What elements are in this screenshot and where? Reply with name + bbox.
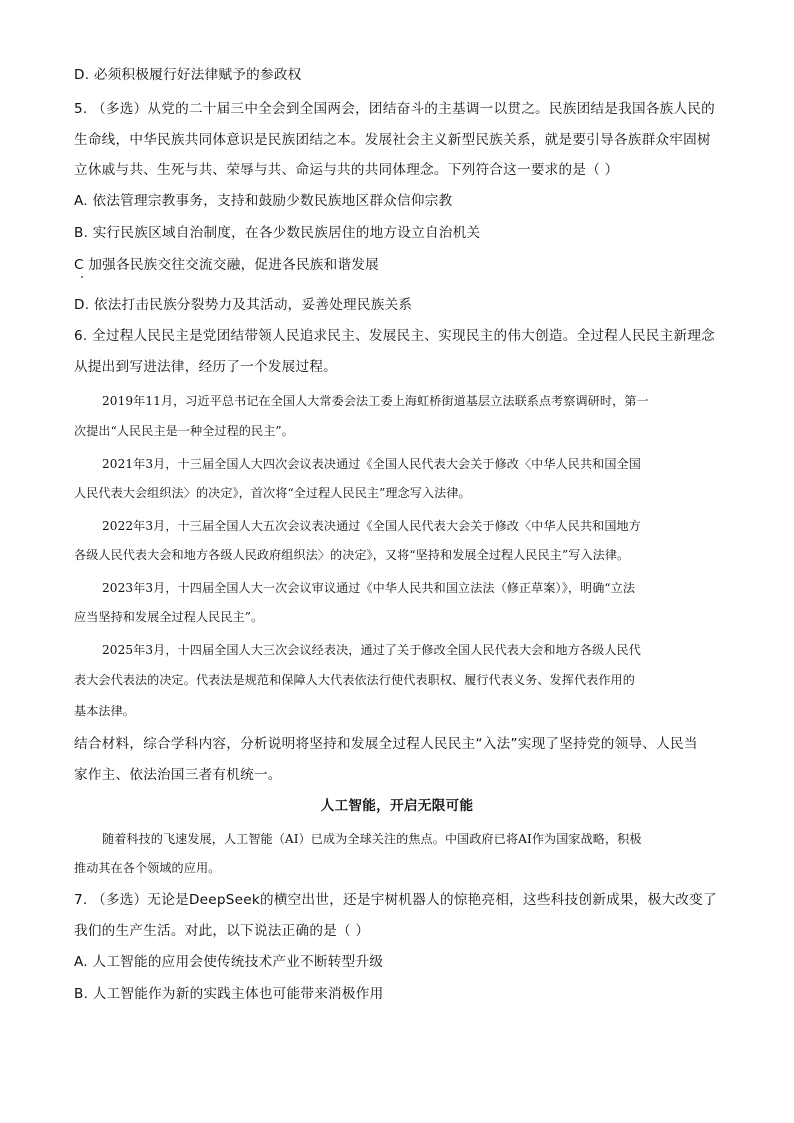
q6-task-line-2: 家作主、依法治国三者有机统一。 <box>74 767 282 783</box>
section-intro-line-1: 随着科技的飞速发展，人工智能（AI）已成为全球关注的焦点。中国政府已将AI作为国家战略，积极 <box>102 832 642 846</box>
q6-material-4-line-2: 应当坚持和发展全过程人民民主”。 <box>74 610 264 624</box>
stray-dot <box>81 276 83 278</box>
q6-material-3-line-2: 各级人民代表大会和地方各级人民政府组织法〉的决定》，又将“坚持和发展全过程人民民主”写入法律。 <box>74 548 630 562</box>
q5-stem-line-1: 5. （多选）从党的二十届三中全会到全国两会，团结奋斗的主基调一以贯之。民族团结是我国各族人民的 <box>74 101 716 117</box>
q5-option-b: B. 实行民族区域自治制度，在各少数民族居住的地方设立自治机关 <box>74 225 481 241</box>
q6-material-5-line-1: 2025年3月，十四届全国人大三次会议经表决，通过了关于修改全国人民代表大会和地方各级人民代 <box>102 643 641 657</box>
q5-option-d: D. 依法打击民族分裂势力及其活动，妥善处理民族关系 <box>74 297 413 313</box>
q6-task-line-1: 结合材料，综合学科内容，分析说明将坚持和发展全过程人民民主“入法”实现了坚持党的领导、人民当 <box>74 736 698 752</box>
q6-material-5-line-2: 表大会代表法的决定。代表法是规范和保障人大代表依法行使代表职权、履行代表义务、发挥代表作用的 <box>74 673 635 687</box>
q5-stem-line-2: 生命线，中华民族共同体意识是民族团结之本。发展社会主义新型民族关系，就是要引导各族群众牢固树 <box>74 132 711 148</box>
q7-stem-line-2: 我们的生产生活。对此，以下说法正确的是（ ） <box>74 923 370 939</box>
q6-material-1-line-1: 2019年11月，习近平总书记在全国人大常委会法工委上海虹桥街道基层立法联系点考察调研时，第一 <box>102 394 649 408</box>
q7-option-b: B. 人工智能作为新的实践主体也可能带来消极作用 <box>74 986 384 1002</box>
q6-stem-line-2: 从提出到写进法律，经历了一个发展过程。 <box>74 359 338 375</box>
q6-material-4-line-1: 2023年3月，十四届全国人大一次会议审议通过《中华人民共和国立法法（修正草案）》，明确“立法 <box>102 581 636 595</box>
q6-stem-line-1: 6. 全过程人民民主是党团结带领人民追求民主、发展民主、实现民主的伟大创造。全过程人民民主新理念 <box>74 328 716 344</box>
q7-option-a: A. 人工智能的应用会使传统技术产业不断转型升级 <box>74 954 384 970</box>
q6-material-1-line-2: 次提出“人民民主是一种全过程的民主”。 <box>74 424 294 438</box>
section-intro-line-2: 推动其在各个领域的应用。 <box>74 861 221 875</box>
q6-material-2-line-1: 2021年3月，十三届全国人大四次会议表决通过《全国人民代表大会关于修改〈中华人民共和国全国 <box>102 457 641 471</box>
q6-material-3-line-1: 2022年3月，十三届全国人大五次会议表决通过《全国人民代表大会关于修改〈中华人民共和国地方 <box>102 519 641 533</box>
q6-material-5-line-3: 基本法律。 <box>74 704 135 718</box>
section-title: 人工智能，开启无限可能 <box>320 798 474 814</box>
q4-option-d: D. 必须积极履行好法律赋予的参政权 <box>74 67 302 83</box>
q5-stem-line-3: 立休戚与共、生死与共、荣辱与共、命运与共的共同体理念。下列符合这一要求的是（ ） <box>74 162 619 178</box>
q5-option-c: C 加强各民族交往交流交融，促进各民族和谐发展 <box>74 257 380 273</box>
q5-option-a: A. 依法管理宗教事务，支持和鼓励少数民族地区群众信仰宗教 <box>74 193 453 209</box>
q7-stem-line-1: 7. （多选）无论是DeepSeek的横空出世，还是宇树机器人的惊艳亮相，这些科技创新成果，极大改变了 <box>74 892 717 908</box>
q6-material-2-line-2: 人民代表大会组织法〉的决定》，首次将“全过程人民民主”理念写入法律。 <box>74 486 471 500</box>
